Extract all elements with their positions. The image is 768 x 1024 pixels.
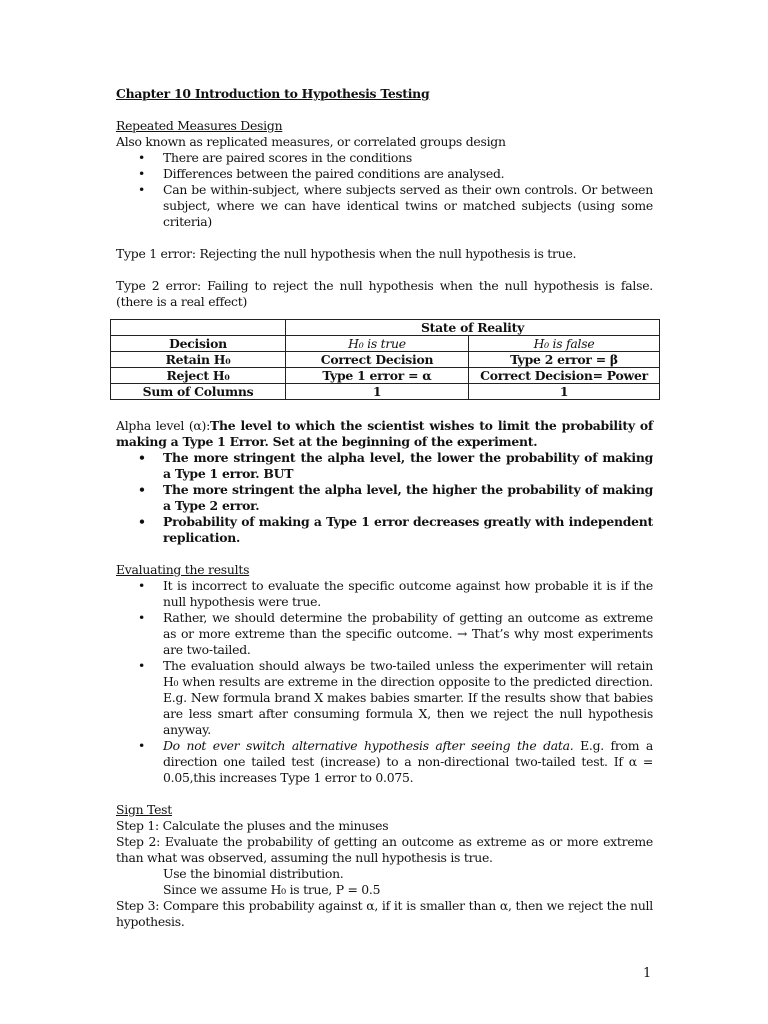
- type2-definition: Type 2 error: Failing to reject the null hypothesis when the null hypothesis is false. (there is a real effect): [116, 278, 653, 309]
- alpha-lead: Alpha level (α):: [116, 418, 211, 433]
- switch-example: E.g. from a direction one tailed test (increase) to a non-directional two-tailed test. If α = 0.05,this increases Type 1 error to 0.075.: [163, 738, 653, 785]
- row-label: Reject H₀: [111, 368, 286, 384]
- table-cell: 1: [469, 384, 660, 400]
- row-label: Retain H₀: [111, 352, 286, 368]
- table-cell: 1: [286, 384, 469, 400]
- table-cell: Correct Decision= Power: [469, 368, 660, 384]
- row-label: Sum of Columns: [111, 384, 286, 400]
- alpha-bullets: [116, 450, 653, 546]
- table-row: [111, 368, 660, 384]
- table-cell: Type 1 error = α: [286, 368, 469, 384]
- repeated-bullets: [116, 150, 653, 230]
- list-item: • It is incorrect to evaluate the specific outcome against how probable it is if the null hypothesis were true.: [163, 578, 653, 610]
- h0-false-header: H₀ is false: [469, 336, 660, 352]
- table-cell: Type 2 error = β: [469, 352, 660, 368]
- table-row: [111, 384, 660, 400]
- sign-step-2a: Use the binomial distribution.: [163, 866, 344, 881]
- table-cell-empty: [111, 320, 286, 336]
- list-item: [163, 738, 653, 786]
- page-title: Chapter 10 Introduction to Hypothesis Testing: [116, 86, 430, 101]
- table-row: [111, 352, 660, 368]
- repeated-intro: Also known as replicated measures, or correlated groups design: [116, 134, 506, 149]
- table-cell: Correct Decision: [286, 352, 469, 368]
- list-item: • The evaluation should always be two-tailed unless the experimenter will retain H₀ when results are extreme in the direction opposite to the predicted direction. E.g. New formula brand X makes babies smarter. If the results show that babies are less smart after consuming formula X, then we reject the null hypothesis anyway.: [163, 658, 653, 738]
- state-of-reality-header: State of Reality: [286, 320, 660, 336]
- page-content: [116, 86, 653, 930]
- sign-test-heading: Sign Test: [116, 802, 173, 817]
- list-item: • Differences between the paired conditions are analysed.: [163, 166, 653, 182]
- alpha-text: The level to which the scientist wishes to limit the probability of making a Type 1 Error. Set at the beginning of the experiment.: [116, 418, 653, 449]
- switch-warning: Do not ever switch alternative hypothesis after seeing the data.: [163, 738, 574, 753]
- sign-step-1: Step 1: Calculate the pluses and the minuses: [116, 818, 389, 833]
- decision-table: [110, 319, 660, 400]
- list-item: • Probability of making a Type 1 error decreases greatly with independent replication.: [163, 514, 653, 546]
- sign-step-2b: Since we assume H₀ is true, P = 0.5: [163, 882, 381, 897]
- list-item: • There are paired scores in the conditions: [163, 150, 653, 166]
- page-number: 1: [643, 966, 652, 981]
- sign-step-3: Step 3: Compare this probability against α, if it is smaller than α, then we reject the null hypothesis.: [116, 898, 653, 929]
- list-item: • The more stringent the alpha level, the higher the probability of making a Type 2 error.: [163, 482, 653, 514]
- evaluating-heading: Evaluating the results: [116, 562, 250, 577]
- sign-step-2: Step 2: Evaluate the probability of getting an outcome as extreme as or more extreme than what was observed, assuming the null hypothesis is true.: [116, 834, 653, 865]
- decision-header: Decision: [111, 336, 286, 352]
- h0-true-header: H₀ is true: [286, 336, 469, 352]
- evaluating-bullets: [116, 578, 653, 786]
- list-item: • Can be within-subject, where subjects served as their own controls. Or between subject, where we can have identical twins or matched subjects (using some criteria): [163, 182, 653, 230]
- list-item: • The more stringent the alpha level, the lower the probability of making a Type 1 error. BUT: [163, 450, 653, 482]
- alpha-paragraph: [116, 418, 653, 450]
- repeated-heading: Repeated Measures Design: [116, 118, 283, 133]
- type1-definition: Type 1 error: Rejecting the null hypothesis when the null hypothesis is true.: [116, 246, 577, 261]
- list-item: • Rather, we should determine the probability of getting an outcome as extreme as or more extreme than the specific outcome. → That’s why most experiments are two-tailed.: [163, 610, 653, 658]
